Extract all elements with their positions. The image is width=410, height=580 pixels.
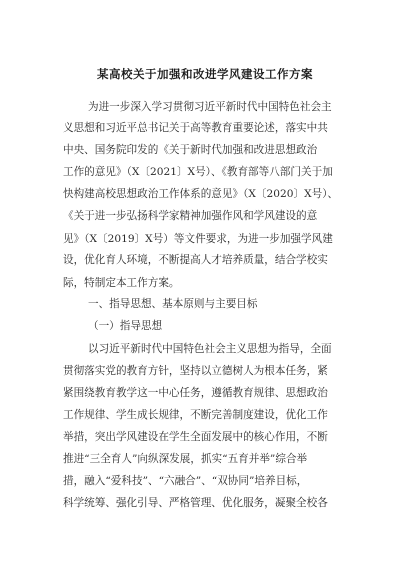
body-line-14: 举措，突出学风建设在学生全面发展中的核心作用，不断 bbox=[63, 431, 328, 443]
body-line-1: 为进一步深入学习贯彻习近平新时代中国特色社会主 bbox=[88, 101, 332, 113]
document-title: 某高校关于加强和改进学风建设工作方案 bbox=[97, 67, 313, 81]
body-line-8: 设，优化育人环境，不断提高人才培养质量，结合学校实 bbox=[63, 254, 328, 266]
section-heading: 一、指导思想、基本原则与主要目标 bbox=[88, 298, 258, 310]
body-line-16: 措，融入“爱科技”、“六融合”、“双协同”培养目标， bbox=[63, 475, 308, 487]
body-line-2: 义思想和习近平总书记关于高等教育重要论述，落实中共 bbox=[63, 122, 328, 134]
body-line-13: 工作规律、学生成长规律，不断完善制度建设，优化工作 bbox=[63, 409, 328, 421]
body-line-3: 中央、国务院印发的《关于新时代加强和改进思想政治 bbox=[63, 144, 318, 156]
subsection-heading: （一）指导思想 bbox=[88, 320, 163, 332]
body-line-17: 科学统筹、强化引导、严格管理、优化服务，凝聚全校各 bbox=[63, 497, 328, 509]
body-line-15: 推进“三全育人”向纵深发展，抓实“五育并举”综合举 bbox=[63, 453, 308, 465]
body-line-7: 见》（X〔2019〕X号）等文件要求，为进一步加强学风建 bbox=[63, 233, 333, 245]
body-line-9: 际，特制定本工作方案。 bbox=[63, 277, 180, 289]
body-line-12: 紧围绕教育教学这一中心任务，遵循教育规律、思想政治 bbox=[63, 387, 328, 399]
body-line-5: 快构建高校思想政治工作体系的意见》（X〔2020〕X号）、 bbox=[63, 188, 339, 200]
body-line-11: 贯彻落实党的教育方针，坚持以立德树人为根本任务，紧 bbox=[63, 365, 328, 377]
body-line-4: 工作的意见》（X〔2021〕X号）、《教育部等八部门关于加 bbox=[63, 166, 333, 178]
body-line-6: 《关于进一步弘扬科学家精神加强作风和学风建设的意 bbox=[63, 210, 318, 222]
body-line-10: 以习近平新时代中国特色社会主义思想为指导，全面 bbox=[88, 343, 332, 355]
